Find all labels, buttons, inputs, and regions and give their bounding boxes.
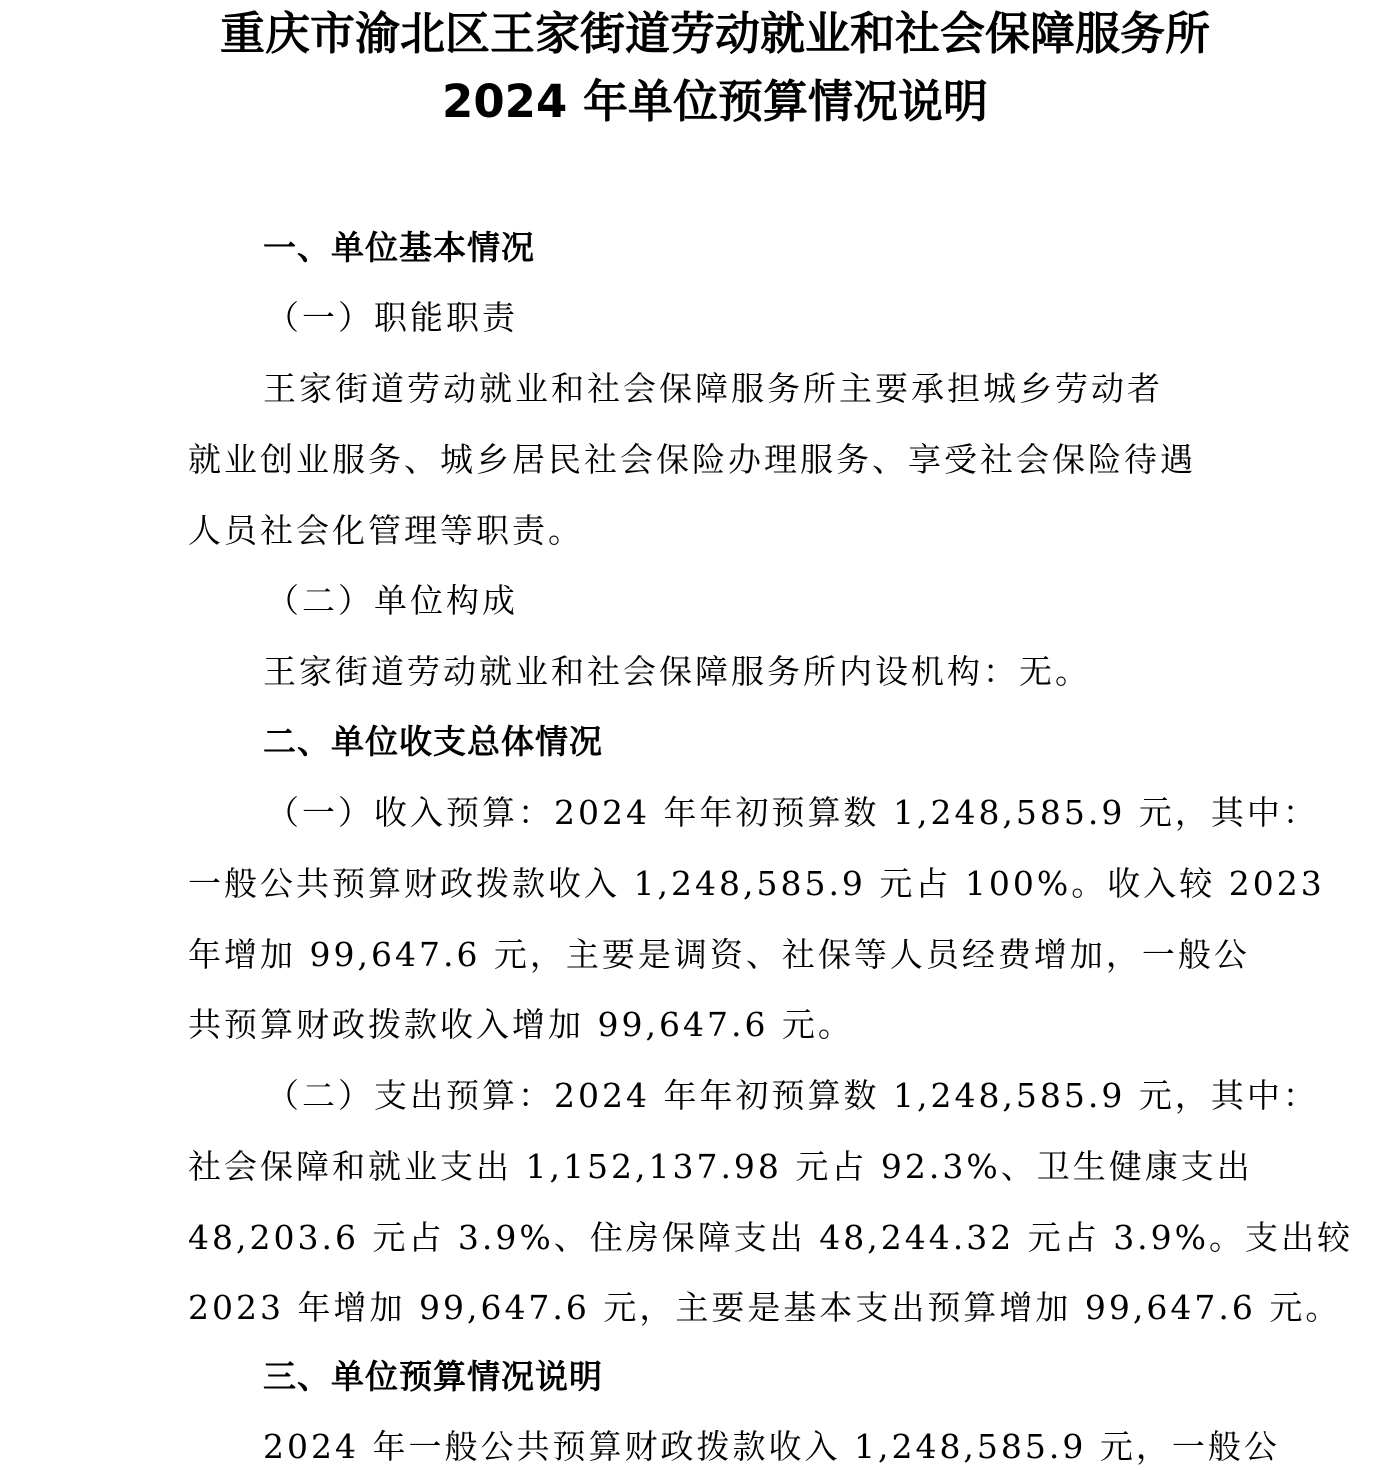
paragraph-line: 社会保障和就业支出 1,152,137.98 元占 92.3%、卫生健康支出 [188,1147,1253,1186]
document-title-line-2: 2024 年单位预算情况说明 [442,75,988,128]
paragraph-line: 2024 年一般公共预算财政拨款收入 1,248,585.9 元，一般公 [263,1427,1280,1466]
section-2-heading: 二、单位收支总体情况 [263,722,603,761]
paragraph-line: 一般公共预算财政拨款收入 1,248,585.9 元占 100%。收入较 2023 [188,864,1325,903]
paragraph-line: 就业创业服务、城乡居民社会保险办理服务、享受社会保险待遇 [188,440,1196,479]
expense-budget-line: （二）支出预算：2024 年年初预算数 1,248,585.9 元，其中： [266,1076,1319,1115]
paragraph-line: 年增加 99,647.6 元，主要是调资、社保等人员经费增加，一般公 [188,935,1250,974]
paragraph-line: 人员社会化管理等职责。 [188,511,584,550]
subsection-1-1-heading: （一）职能职责 [266,298,518,337]
paragraph-line: 王家街道劳动就业和社会保障服务所主要承担城乡劳动者 [263,369,1163,408]
paragraph-line: 共预算财政拨款收入增加 99,647.6 元。 [188,1005,854,1044]
document-title-line-1: 重庆市渝北区王家街道劳动就业和社会保障服务所 [219,7,1210,60]
income-budget-line: （一）收入预算：2024 年年初预算数 1,248,585.9 元，其中： [266,793,1319,832]
paragraph-line: 2023 年增加 99,647.6 元，主要是基本支出预算增加 99,647.6 元。 [188,1288,1342,1327]
subsection-1-2-heading: （二）单位构成 [266,581,518,620]
section-1-heading: 一、单位基本情况 [263,228,535,267]
section-3-heading: 三、单位预算情况说明 [263,1357,603,1396]
paragraph-line: 48,203.6 元占 3.9%、住房保障支出 48,244.32 元占 3.9%。支出较 [188,1218,1354,1257]
paragraph-line: 王家街道劳动就业和社会保障服务所内设机构：无。 [263,652,1091,691]
